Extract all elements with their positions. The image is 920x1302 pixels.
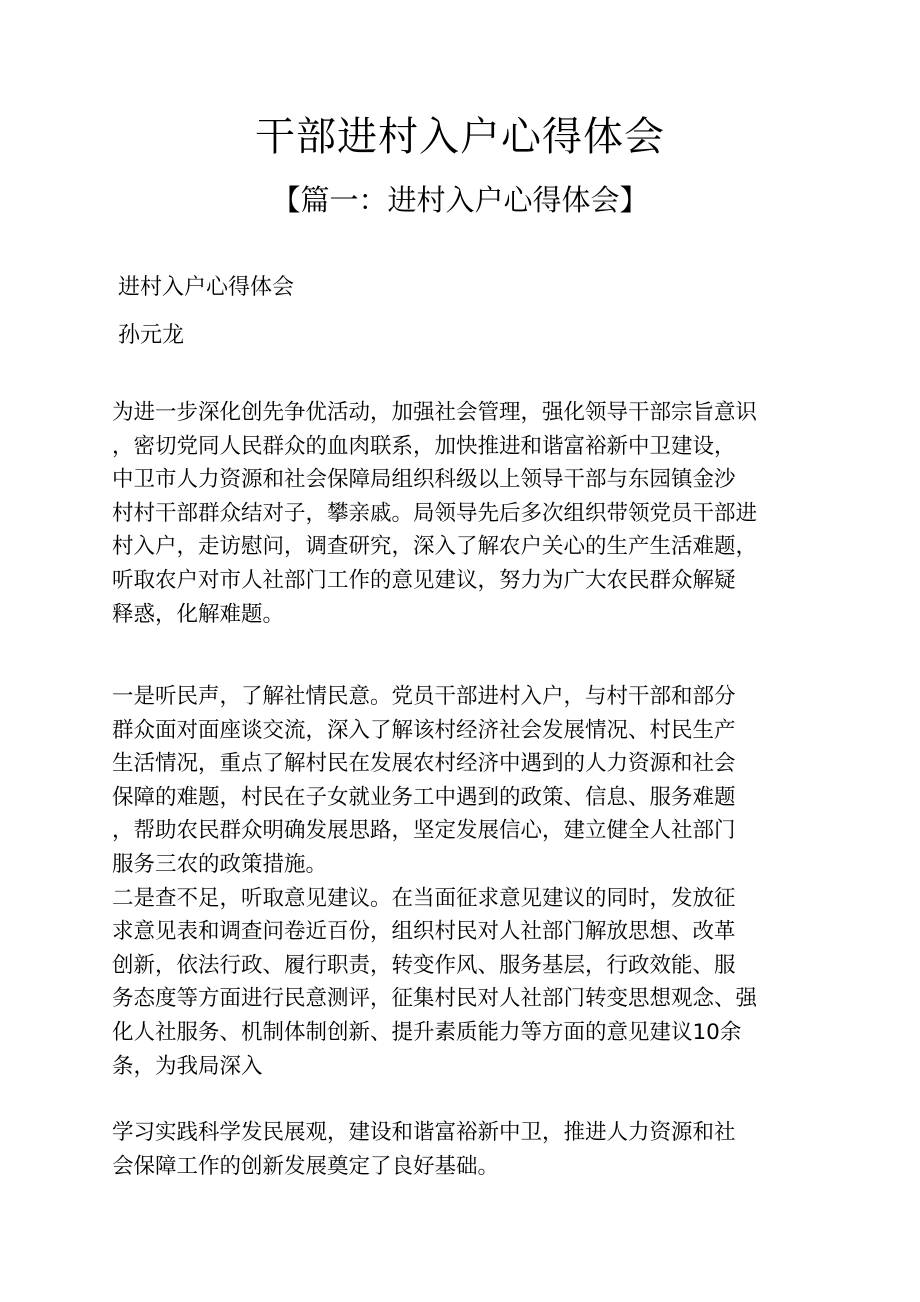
- paragraph-intro: [112, 396, 812, 631]
- paragraph-line: 务态度等方面进行民意测评，征集村民对人社部门转变思想观念、强: [112, 986, 758, 1012]
- paragraph-line: 会保障工作的创新发展奠定了良好基础。: [112, 1153, 500, 1179]
- article-author: 孙元龙: [118, 323, 185, 348]
- paragraph-line: ，帮助农民群众明确发展思路，坚定发展信心，建立健全人社部门: [112, 818, 736, 844]
- paragraph-points: [112, 680, 812, 1083]
- paragraph-line: 保障的难题，村民在子女就业务工中遇到的政策、信息、服务难题: [112, 784, 736, 810]
- paragraph-line: ，密切党同人民群众的血肉联系，加快推进和谐富裕新中卫建设，: [112, 433, 736, 459]
- paragraph-line: 村入户，走访慰问，调查研究，深入了解农户关心的生产生活难题，: [112, 534, 758, 560]
- paragraph-line: 中卫市人力资源和社会保障局组织科级以上领导干部与东园镇金沙: [112, 467, 736, 493]
- paragraph-line: 群众面对面座谈交流，深入了解该村经济社会发展情况、村民生产: [112, 717, 736, 743]
- paragraph-line: 听取农户对市人社部门工作的意见建议，努力为广大农民群众解疑: [112, 567, 736, 593]
- paragraph-line: 服务三农的政策措施。: [112, 851, 328, 877]
- paragraph-line: 化人社服务、机制体制创新、提升素质能力等方面的意见建议10余: [112, 1019, 742, 1045]
- document-subtitle: 【篇一：进村入户心得体会】: [271, 183, 649, 217]
- paragraph-line: 释惑，化解难题。: [112, 601, 285, 627]
- paragraph-conclusion: [112, 1116, 812, 1183]
- article-heading: 进村入户心得体会: [118, 275, 295, 300]
- paragraph-line: 求意见表和调查问卷近百份，组织村民对人社部门解放思想、改革: [112, 919, 736, 945]
- paragraph-line: 村村干部群众结对子，攀亲戚。局领导先后多次组织带领党员干部进: [112, 500, 758, 526]
- paragraph-line: 创新，依法行政、履行职责，转变作风、服务基层，行政效能、服: [112, 952, 736, 978]
- paragraph-line: 生活情况，重点了解村民在发展农村经济中遇到的人力资源和社会: [112, 751, 736, 777]
- paragraph-line: 学习实践科学发民展观，建设和谐富裕新中卫，推进人力资源和社: [112, 1120, 736, 1145]
- paragraph-line: 为进一步深化创先争优活动，加强社会管理，强化领导干部宗旨意识: [112, 400, 758, 425]
- paragraph-line: 条，为我局深入: [112, 1053, 263, 1079]
- paragraph-line: 二是查不足，听取意见建议。在当面征求意见建议的同时，发放征: [112, 885, 736, 911]
- paragraph-line: 一是听民声，了解社情民意。党员干部进村入户，与村干部和部分: [112, 684, 736, 709]
- document-title: 干部进村入户心得体会: [255, 114, 665, 160]
